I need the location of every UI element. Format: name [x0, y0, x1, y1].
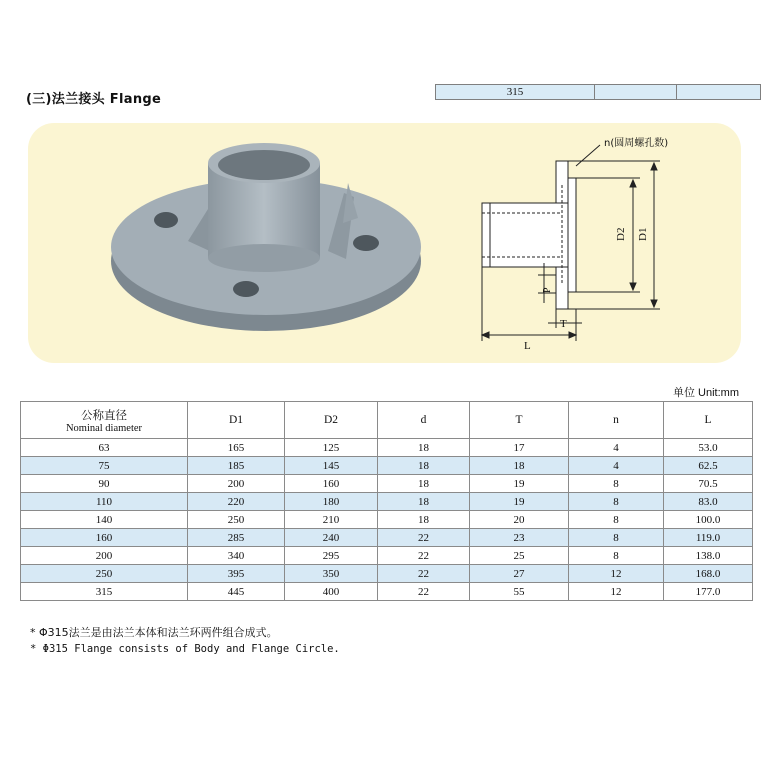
flange-photo — [111, 143, 421, 331]
cell: 177.0 — [664, 583, 753, 601]
cell: 18 — [378, 475, 470, 493]
cell: 185 — [188, 457, 285, 475]
cell: 210 — [285, 511, 378, 529]
table-row — [21, 565, 753, 583]
header-nominal-diameter — [21, 402, 188, 439]
cell: 8 — [569, 511, 664, 529]
cell: 125 — [285, 439, 378, 457]
cell: 12 — [569, 565, 664, 583]
table-row — [21, 493, 753, 511]
illustration-panel — [28, 123, 741, 363]
cell: 22 — [378, 565, 470, 583]
cell: 100.0 — [664, 511, 753, 529]
table-row — [21, 439, 753, 457]
t-label: T — [560, 318, 567, 330]
section-heading: (三)法兰接头 Flange — [26, 92, 162, 107]
cell: 18 — [378, 439, 470, 457]
cell: 8 — [569, 547, 664, 565]
header-t: T — [470, 402, 569, 439]
cell: 17 — [470, 439, 569, 457]
cell: 160 — [21, 529, 188, 547]
cell: 145 — [285, 457, 378, 475]
flange-illustration — [28, 123, 741, 363]
note-english: * Φ315 Flange consists of Body and Flange Circle. — [30, 643, 340, 655]
cell: 27 — [470, 565, 569, 583]
cell: 19 — [470, 493, 569, 511]
cell: 8 — [569, 475, 664, 493]
cell: 138.0 — [664, 547, 753, 565]
cell: 350 — [285, 565, 378, 583]
cell: 4 — [569, 439, 664, 457]
cell: 18 — [470, 457, 569, 475]
cell: 12 — [569, 583, 664, 601]
cell: 200 — [21, 547, 188, 565]
d2-label: D2 — [615, 227, 627, 241]
header-n: n — [569, 402, 664, 439]
table-row — [21, 583, 753, 601]
p-label: P — [542, 287, 553, 293]
table-row — [21, 475, 753, 493]
cell: 200 — [188, 475, 285, 493]
table-row — [21, 511, 753, 529]
cell: 285 — [188, 529, 285, 547]
cross-section-drawing — [482, 145, 660, 341]
cell: 19 — [470, 475, 569, 493]
cell: 90 — [21, 475, 188, 493]
cell: 220 — [188, 493, 285, 511]
cell: 55 — [470, 583, 569, 601]
cell: 110 — [21, 493, 188, 511]
cell: 8 — [569, 529, 664, 547]
cell: 240 — [285, 529, 378, 547]
cell: 23 — [470, 529, 569, 547]
table-cell — [677, 85, 760, 99]
cell: 62.5 — [664, 457, 753, 475]
cell: 8 — [569, 493, 664, 511]
unit-label: 单位 Unit:mm — [673, 387, 739, 399]
cell: 63 — [21, 439, 188, 457]
cell: 25 — [470, 547, 569, 565]
cell: 295 — [285, 547, 378, 565]
table-row — [21, 529, 753, 547]
cell: 250 — [21, 565, 188, 583]
cell: 165 — [188, 439, 285, 457]
cell: 18 — [378, 457, 470, 475]
header-l: L — [664, 402, 753, 439]
table-cell — [595, 85, 677, 99]
cell: 395 — [188, 565, 285, 583]
previous-table-fragment — [435, 84, 761, 100]
header-d2: D2 — [285, 402, 378, 439]
n-bolt-holes-label: n(圆周螺孔数) — [604, 138, 669, 149]
cell: 18 — [378, 493, 470, 511]
header-nominal-cn: 公称直径 — [81, 409, 127, 422]
cell: 445 — [188, 583, 285, 601]
cell: 18 — [378, 511, 470, 529]
cell: 4 — [569, 457, 664, 475]
cell: 340 — [188, 547, 285, 565]
cell: 20 — [470, 511, 569, 529]
cell: 119.0 — [664, 529, 753, 547]
cell: 140 — [21, 511, 188, 529]
cell: 22 — [378, 583, 470, 601]
table-row — [21, 457, 753, 475]
cell: 83.0 — [664, 493, 753, 511]
table-cell: 315 — [436, 85, 595, 99]
cell: 168.0 — [664, 565, 753, 583]
cell: 250 — [188, 511, 285, 529]
cell: 160 — [285, 475, 378, 493]
specification-table — [20, 401, 753, 601]
table-header-row — [21, 402, 753, 439]
note-chinese: * Φ315法兰是由法兰本体和法兰环两件组合成式。 — [30, 626, 278, 639]
cell: 75 — [21, 457, 188, 475]
cell: 22 — [378, 547, 470, 565]
cell: 22 — [378, 529, 470, 547]
cell: 70.5 — [664, 475, 753, 493]
table-row — [21, 547, 753, 565]
cell: 53.0 — [664, 439, 753, 457]
header-d1: D1 — [188, 402, 285, 439]
d1-label: D1 — [637, 227, 649, 241]
cell: 315 — [21, 583, 188, 601]
header-nominal-en: Nominal diameter — [65, 422, 143, 434]
cell: 400 — [285, 583, 378, 601]
l-label: L — [524, 340, 531, 352]
header-d: d — [378, 402, 470, 439]
cell: 180 — [285, 493, 378, 511]
